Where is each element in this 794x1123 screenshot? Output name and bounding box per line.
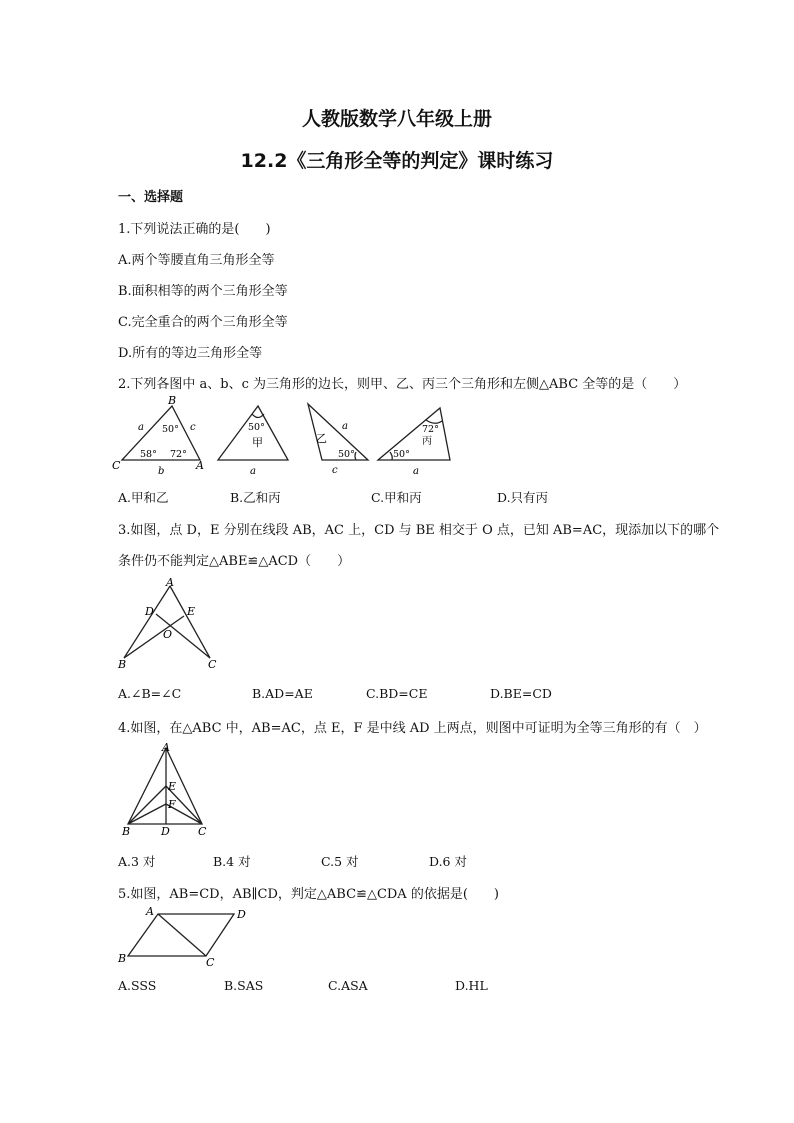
q3-figure [112,578,222,672]
label-bing-name: 丙 [422,436,432,447]
document-subtitle: 12.2《三角形全等的判定》课时练习 [240,150,554,172]
label-point-o: O [163,628,173,641]
q2-stem: 2.下列各图中 a、b、c 为三角形的边长，则甲、乙、丙三个三角形和左侧△ABC 全等的是（ ） [118,377,687,392]
label-side-c: c [190,422,196,433]
label-jia-side: a [250,466,256,476]
q5-option-b: B.SAS [224,978,264,993]
label-vertex-a: A [146,905,154,918]
label-vertex-a: A [162,742,170,754]
triangle-abc [122,406,200,460]
label-point-d: D [145,605,154,618]
q1-option-c: C.完全重合的两个三角形全等 [118,315,288,330]
label-yi-name: 乙 [316,432,327,445]
label-bing-angle-bottom: 50° [393,449,410,460]
label-vertex-c: C [208,658,217,671]
q3-option-a: A.∠B=∠C [118,686,182,701]
q2-figure [110,394,460,476]
section-heading: 一、选择题 [118,190,184,205]
label-vertex-d: D [237,908,246,921]
q2-option-d: D.只有丙 [497,490,549,505]
label-bing-side: a [413,466,419,476]
q1-option-a: A.两个等腰直角三角形全等 [118,253,275,268]
q5-option-a: A.SSS [118,978,157,993]
triangle-jia [218,406,288,460]
q5-stem: 5.如图，AB=CD，AB∥CD，判定△ABC≌△CDA 的依据是( ) [118,887,499,902]
label-angle-c: 58° [140,449,157,460]
q1-option-d: D.所有的等边三角形全等 [118,346,263,361]
label-vertex-c: C [198,825,207,838]
q4-stem: 4.如图，在△ABC 中，AB=AC，点 E，F 是中线 AD 上两点，则图中可证明为全等三角形的有（ ） [118,721,707,736]
label-vertex-b: B [118,658,127,671]
q4-option-b: B.4 对 [213,854,251,869]
label-yi-side-c: c [332,465,338,476]
label-yi-angle: 50° [338,449,355,460]
label-yi-side-a: a [342,421,348,432]
q2-option-c: C.甲和丙 [371,490,422,505]
document-title: 人教版数学八年级上册 [301,108,492,130]
label-jia-name: 甲 [252,436,263,449]
q4-option-d: D.6 对 [429,854,467,869]
label-side-b: b [158,466,165,476]
q3-option-d: D.BE=CD [490,686,552,701]
q4-figure [114,742,214,838]
q4-option-a: A.3 对 [118,854,156,869]
label-vertex-a: A [166,578,174,589]
q3-lines [124,586,210,658]
label-angle-a: 72° [170,449,187,460]
label-vertex-b: B [122,825,131,838]
q5-figure [114,904,254,970]
label-vertex-b: B [118,952,127,965]
q5-lines [128,914,234,956]
q3-option-b: B.AD=AE [252,686,313,701]
q5-option-c: C.ASA [328,978,368,993]
q4-lines [128,748,202,824]
q3-option-c: C.BD=CE [366,686,428,701]
label-bing-angle-top: 72° [422,424,439,435]
q1-option-b: B.面积相等的两个三角形全等 [118,284,288,299]
label-vertex-b: B [168,394,177,407]
q2-option-a: A.甲和乙 [118,490,169,505]
label-jia-angle: 50° [248,422,265,433]
label-angle-b: 50° [162,424,179,435]
q5-option-d: D.HL [455,978,488,993]
label-vertex-c: C [206,956,215,969]
label-side-a: a [138,422,144,433]
label-point-e: E [168,780,177,793]
label-vertex-a: A [196,459,204,472]
q3-stem-line1: 3.如图，点 D，E 分别在线段 AB，AC 上，CD 与 BE 相交于 O 点，已知 AB=AC，现添加以下的哪个 [118,523,720,538]
label-vertex-c: C [112,459,121,472]
q4-option-c: C.5 对 [321,854,359,869]
label-point-f: F [168,798,176,811]
q3-stem-line2: 条件仍不能判定△ABE≌△ACD（ ） [118,554,351,569]
label-point-d: D [161,825,170,838]
q2-option-b: B.乙和丙 [230,490,281,505]
triangle-bing [378,408,450,460]
q1-stem: 1.下列说法正确的是( ) [118,222,271,237]
label-point-e: E [187,605,196,618]
